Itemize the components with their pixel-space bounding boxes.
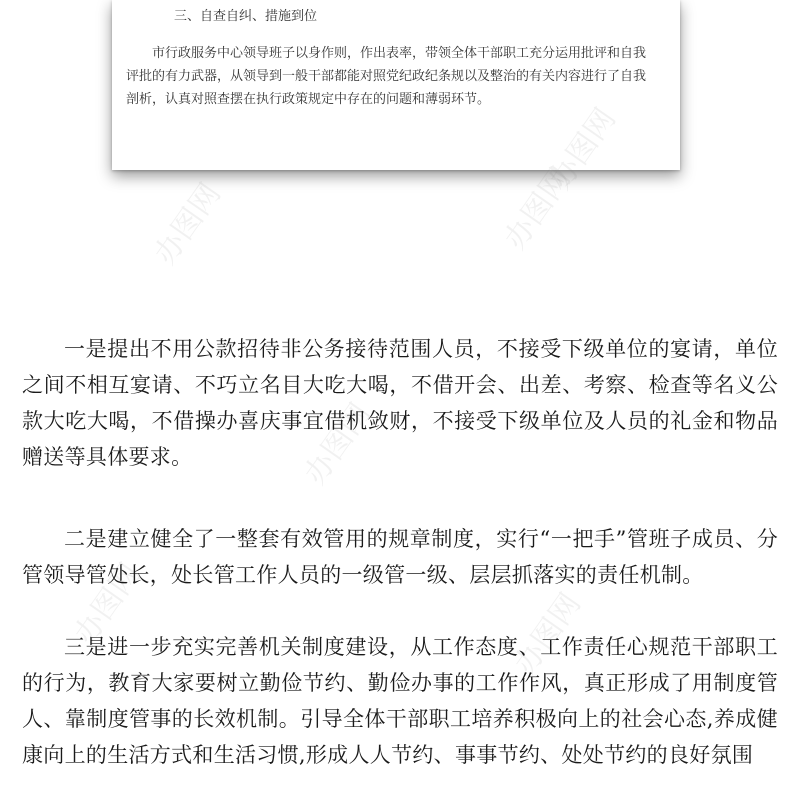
paragraph-text: 三是进一步充实完善机关制度建设，从工作态度、工作责任心规范干部职工的行为，教育大家要树立勤俭节约、勤俭办事的工作作风，真正形成了用制度管人、靠制度管事的长效机制。引导全体干部职工培养积极向上的社会心态,养成健康向上的生活方式和生活习惯,形成人人节约、事事节约、处处节约的良好氛围 (22, 635, 778, 767)
watermark-text: 办图网 (507, 587, 589, 681)
card-section-heading: 三、自查自纠、措施到位 (174, 9, 318, 24)
body-paragraph-1 (22, 331, 778, 475)
body-paragraph-2 (22, 521, 778, 593)
watermark-text: 办图网 (147, 177, 229, 271)
paragraph-text: 二是建立健全了一整套有效管用的规章制度，实行“一把手”管班子成员、分管领导管处长，处长管工作人员的一级管一级、层层抓落实的责任机制。 (22, 527, 778, 587)
watermark-text: 办图网 (67, 557, 149, 651)
paragraph-text: 一是提出不用公款招待非公务接待范围人员，不接受下级单位的宴请，单位之间不相互宴请、不巧立名目大吃大喝，不借开会、出差、考察、检查等名义公款大吃大喝，不借操办喜庆事宜借机敛财，不接受下级单位及人员的礼金和物品赠送等具体要求。 (22, 337, 778, 469)
watermark-text: 办图网 (497, 162, 579, 256)
body-paragraph-3 (22, 629, 778, 773)
card-paragraph: 市行政服务中心领导班子以身作则，作出表率，带领全体干部职工充分运用批评和自我评批的有力武器，从领导到一般干部都能对照党纪政纪条规以及整治的有关内容进行了自我剖析，认真对照查摆在执行政策规定中存在的问题和薄弱环节。 (126, 46, 647, 107)
document-preview-card (112, 0, 680, 170)
watermark-text: 办图网 (297, 397, 379, 491)
